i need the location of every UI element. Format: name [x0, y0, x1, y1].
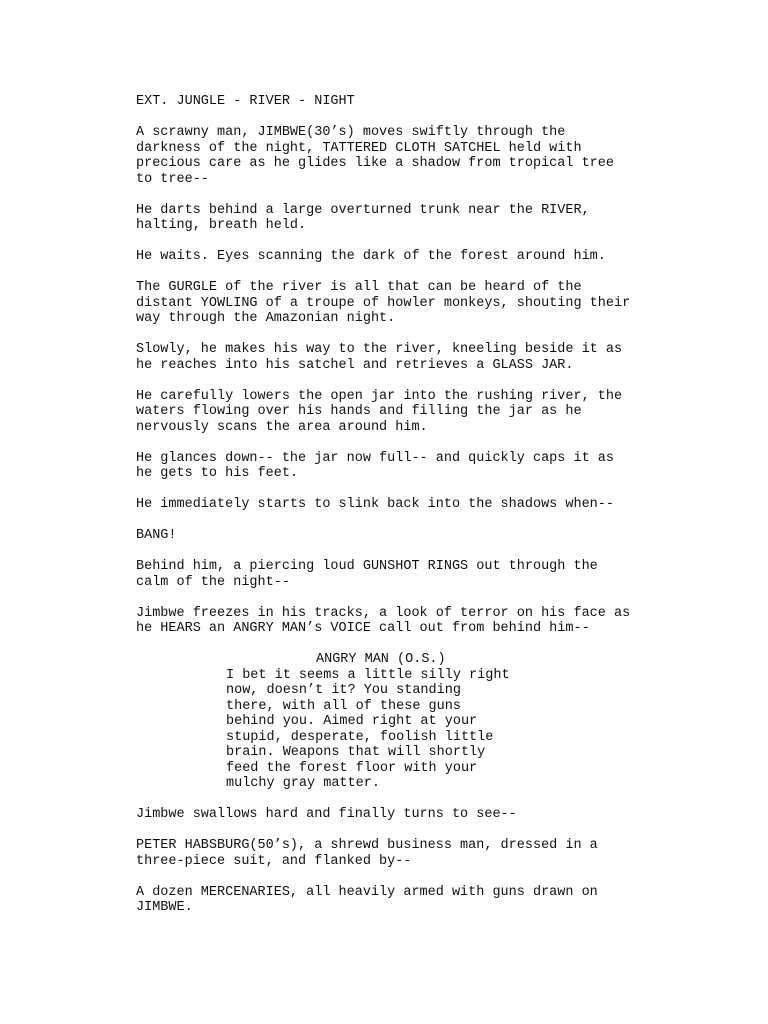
- action-line: he HEARS an ANGRY MAN’s VOICE call out from behind him--: [136, 621, 590, 636]
- action-line: three-piece suit, and flanked by--: [136, 854, 412, 869]
- action-line: He waits. Eyes scanning the dark of the forest around him.: [136, 249, 606, 264]
- action-line: distant YOWLING of a troupe of howler monkeys, shouting their: [136, 296, 631, 311]
- dialogue-line: mulchy gray matter.: [226, 776, 380, 791]
- action-line: waters flowing over his hands and filling the jar as he: [136, 404, 582, 419]
- action-line: BANG!: [136, 528, 177, 543]
- action-line: A dozen MERCENARIES, all heavily armed with guns drawn on: [136, 885, 598, 900]
- action-line: he gets to his feet.: [136, 466, 299, 481]
- action-line: Slowly, he makes his way to the river, kneeling beside it as: [136, 342, 623, 357]
- dialogue-line: stupid, desperate, foolish little: [226, 730, 494, 745]
- scene-heading: EXT. JUNGLE - RIVER - NIGHT: [136, 94, 355, 109]
- action-line: Jimbwe swallows hard and finally turns to see--: [136, 807, 517, 822]
- character-cue: ANGRY MAN (O.S.): [316, 652, 446, 667]
- action-line: way through the Amazonian night.: [136, 311, 396, 326]
- dialogue-line: now, doesn’t it? You standing: [226, 683, 461, 698]
- action-line: halting, breath held.: [136, 218, 307, 233]
- action-line: he reaches into his satchel and retrieves a GLASS JAR.: [136, 358, 574, 373]
- action-line: precious care as he glides like a shadow from tropical tree: [136, 156, 614, 171]
- dialogue-line: there, with all of these guns: [226, 699, 461, 714]
- action-line: PETER HABSBURG(50’s), a shrewd business man, dressed in a: [136, 838, 598, 853]
- dialogue-line: feed the forest floor with your: [226, 761, 478, 776]
- dialogue-line: I bet it seems a little silly right: [226, 668, 510, 683]
- action-line: nervously scans the area around him.: [136, 420, 428, 435]
- action-line: Behind him, a piercing loud GUNSHOT RINGS out through the: [136, 559, 598, 574]
- action-line: Jimbwe freezes in his tracks, a look of terror on his face as: [136, 606, 631, 621]
- action-line: calm of the night--: [136, 575, 290, 590]
- action-line: The GURGLE of the river is all that can be heard of the: [136, 280, 582, 295]
- action-line: He darts behind a large overturned trunk near the RIVER,: [136, 203, 590, 218]
- action-line: He glances down-- the jar now full-- and quickly caps it as: [136, 451, 614, 466]
- action-line: darkness of the night, TATTERED CLOTH SATCHEL held with: [136, 141, 582, 156]
- action-line: He immediately starts to slink back into the shadows when--: [136, 497, 614, 512]
- dialogue-line: brain. Weapons that will shortly: [226, 745, 486, 760]
- action-line: JIMBWE.: [136, 900, 193, 915]
- dialogue-line: behind you. Aimed right at your: [226, 714, 478, 729]
- action-line: to tree--: [136, 172, 209, 187]
- action-line: He carefully lowers the open jar into the rushing river, the: [136, 389, 623, 404]
- action-line: A scrawny man, JIMBWE(30’s) moves swiftly through the: [136, 125, 566, 140]
